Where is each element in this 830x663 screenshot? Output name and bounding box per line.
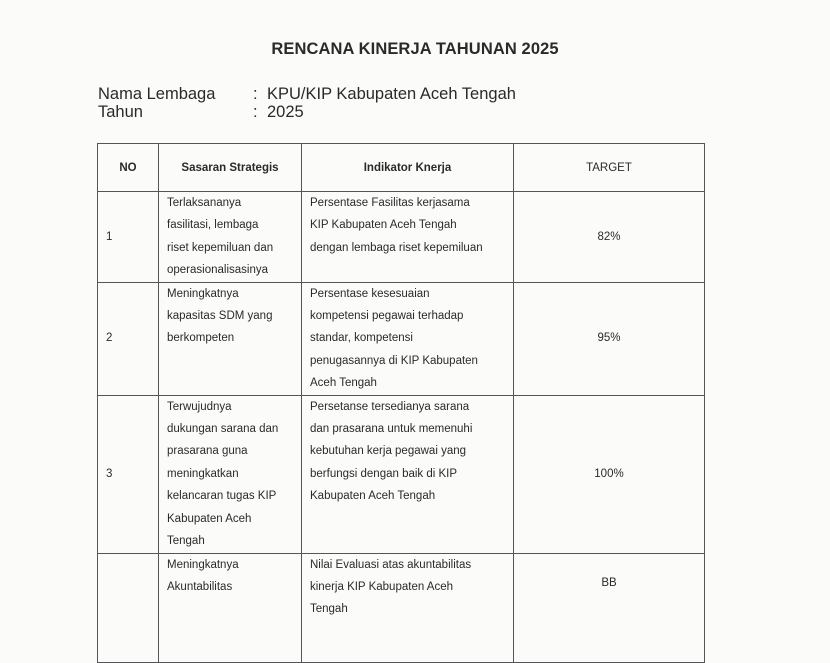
sasaran-line: Terlaksananya <box>167 197 242 209</box>
indikator-line: Nilai Evaluasi atas akuntabilitas <box>310 558 472 571</box>
cell-indikator <box>302 192 514 283</box>
cell-target: 95% <box>514 282 705 395</box>
table-header-row <box>98 144 705 192</box>
indikator-line: kompetensi pegawai terhadap <box>310 310 464 323</box>
sasaran-line: Tengah <box>167 535 205 548</box>
header-target: TARGET <box>514 144 705 192</box>
indikator-line: kinerja KIP Kabupaten Aceh <box>310 580 454 593</box>
table-row <box>98 553 705 662</box>
indikator-line: Kabupaten Aceh Tengah <box>310 490 436 503</box>
indikator-line: kebutuhan kerja pegawai yang <box>310 445 467 458</box>
indikator-line: dengan lembaga riset kepemiluan <box>310 241 483 254</box>
sasaran-line: Meningkatnya <box>167 558 239 571</box>
field-tahun <box>98 101 304 123</box>
sasaran-line: Meningkatnya <box>167 287 239 300</box>
cell-sasaran <box>159 192 302 283</box>
header-no: NO <box>98 144 159 192</box>
indikator-line: Tengah <box>310 603 348 616</box>
sasaran-line: Kabupaten Aceh <box>167 512 252 525</box>
cell-indikator <box>302 395 514 553</box>
indikator-line: KIP Kabupaten Aceh Tengah <box>310 219 457 232</box>
cell-target: BB <box>514 553 705 662</box>
sasaran-line: operasionalisasinya <box>167 264 269 277</box>
cell-no: 2 <box>98 282 159 395</box>
indikator-line: Aceh Tengah <box>310 377 377 390</box>
field-label: Nama Lembaga <box>98 85 216 103</box>
cell-indikator <box>302 282 514 395</box>
field-separator: : <box>253 103 258 121</box>
table-row <box>98 192 705 283</box>
sasaran-line: Akuntabilitas <box>167 580 233 593</box>
sasaran-line: prasarana guna <box>167 445 248 458</box>
cell-no: 3 <box>98 395 159 553</box>
indikator-line: penugasannya di KIP Kabupaten <box>310 354 478 367</box>
kinerja-table <box>97 143 705 663</box>
cell-sasaran <box>159 395 302 553</box>
sasaran-line: meningkatkan <box>167 467 239 480</box>
sasaran-line: kapasitas SDM yang <box>167 310 273 323</box>
indikator-line: standar, kompetensi <box>310 332 413 345</box>
indikator-line: Persentase Fasilitas kerjasama <box>310 197 470 209</box>
indikator-line: Persetanse tersedianya sarana <box>310 400 470 413</box>
table-row <box>98 395 705 553</box>
document-title: RENCANA KINERJA TAHUNAN 2025 <box>271 40 559 58</box>
table-row <box>98 282 705 395</box>
cell-sasaran <box>159 553 302 662</box>
field-value: 2025 <box>267 103 304 121</box>
sasaran-line: kelancaran tugas KIP <box>167 490 277 503</box>
cell-target: 82% <box>514 192 705 283</box>
indikator-line: dan prasarana untuk memenuhi <box>310 423 473 436</box>
sasaran-line: fasilitasi, lembaga <box>167 219 259 232</box>
header-sasaran: Sasaran Strategis <box>159 144 302 192</box>
field-separator: : <box>253 85 258 103</box>
cell-sasaran <box>159 282 302 395</box>
field-label: Tahun <box>98 103 143 121</box>
cell-no: 1 <box>98 192 159 283</box>
sasaran-line: Terwujudnya <box>167 400 232 413</box>
cell-target: 100% <box>514 395 705 553</box>
indikator-line: berfungsi dengan baik di KIP <box>310 467 458 480</box>
cell-no <box>98 553 159 662</box>
sasaran-line: berkompeten <box>167 332 235 345</box>
sasaran-line: riset kepemiluan dan <box>167 241 274 254</box>
sasaran-line: dukungan sarana dan <box>167 423 279 436</box>
cell-indikator <box>302 553 514 662</box>
field-value: KPU/KIP Kabupaten Aceh Tengah <box>267 85 516 103</box>
header-indikator: Indikator Knerja <box>302 144 514 192</box>
indikator-line: Persentase kesesuaian <box>310 287 430 300</box>
